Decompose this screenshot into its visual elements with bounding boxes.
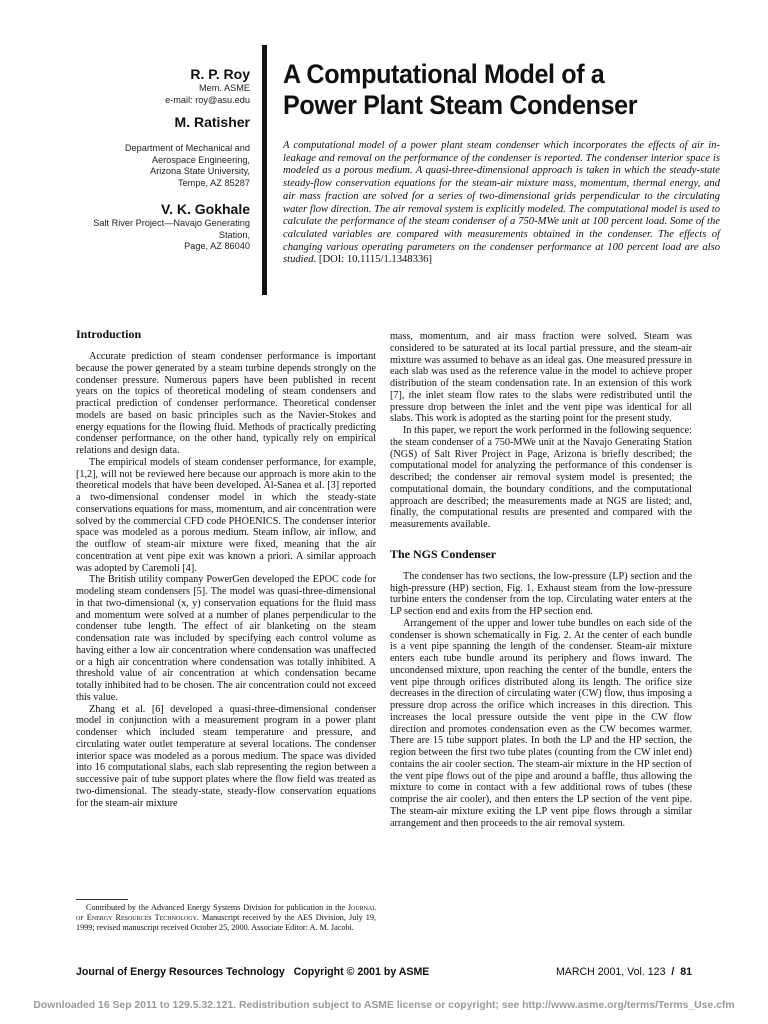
body-paragraph: Arrangement of the upper and lower tube bundles on each side of the condenser is shown schematically in Fig. 2. At the center of each bundle is a vent pipe spanning the length of the condenser. Steam-air mixture enters each tube bundle around its periphery and flows inward. The uncondensed mixture, upon reaching the center of the bundle, enters the vent pipe through orifices distributed along its length. The orifice size decreases in the direction of circulating water (CW) flow, thus imposing a pressure drop across the orifice which increases in this direction. This increases the local pressure outside the vent pipe in the CW flow direction and promotes condensation even as the CW becomes warmer. There are 15 tube support plates. In both the LP and the HP section, the region between the first two tube plates (counting from the CW inlet end) contains the air cooler section. The steam-air mixture in the HP section of the vent pipe flows out of the pipe and around a baffle, thus allowing the mixture to come in contact with a few additional rows of tubes (these comprise the air cooler), and then enters the LP section of the vent pipe. The steam-air mixture exiting the LP vent pipe flows through a similar arrangement and then proceeds to the air removal system.: [390, 617, 692, 829]
author-block: [60, 66, 250, 253]
section-heading-ngs-condenser: The NGS Condenser: [390, 546, 497, 561]
footnote-rule: [76, 899, 128, 900]
body-paragraph: The British utility company PowerGen developed the EPOC code for modeling steam condensers [5]. The model was quasi-three-dimensional in that two-dimensional (x, y) conservation equations for the fluid mass and momentum were solved at a number of planes perpendicular to the condenser tube length. The effect of air blanketing on the steam condensation rate was included by specifying each control volume as having either a low air concentration where condensation was unaffected or a high air concentration where condensation was totally inhibited. A threshold value of air concentration at which condensation became totally inhibited had to be chosen. The air concentration could not exceed this value.: [76, 574, 376, 703]
page-number: 81: [680, 966, 692, 978]
author-affiliation-line: Salt River Project—Navajo Generating Station,: [93, 218, 250, 240]
author-name: R. P. Roy: [190, 66, 250, 82]
left-column: [76, 327, 376, 809]
body-paragraph: The empirical models of steam condenser performance, for example, [1,2], will not be reviewed here because our approach is more akin to the theoretical models that have been developed. Al-Sanea et al. [3] reported a two-dimensional condenser model in which the steady-state conservations equations for mass, momentum, and air concentration were solved by the commercial CFD code PHOENICS. The condenser interior space was modeled as a porous medium. Steam inflow, air inflow, and the outflow of steam-air mixture were fixed, meaning that the air concentration at vent pipe exit was known a priori. A similar approach was adopted by Caremoli [4].: [76, 456, 376, 574]
doi[interactable]: [DOI: 10.1115/1.1348336]: [318, 254, 433, 266]
body-paragraph: mass, momentum, and air mass fraction were solved. Steam was considered to be saturated at its local partial pressure, and the steam-air mixture was assumed to behave as an ideal gas. One measured pressure in each slab was used as the reference value in the model to achieve proper distribution of the steam condensation rate. In an extension of this work [7], the inlet steam flow rates to the slabs were redistributed until the pressure drop between the inlet and the vent pipe was identical for all slabs. This work is adopted as the starting point for the present study.: [390, 331, 692, 425]
author-affiliation-line: Page, AZ 86040: [184, 241, 250, 251]
body-paragraph: In this paper, we report the work performed in the following sequence: the steam condenser of a 750-MWe unit at the Navajo Generating Station (NGS) of Salt River Project in Page, Arizona is briefly described; the computational model for analyzing the performance of this condenser is described; the condenser air removal system model is presented; the computational domain, the boundary conditions, and the computational approach are described; the measurements made at NGS are listed; and, finally, the computational results are presented and compared with the measurements available.: [390, 425, 692, 530]
author-name: V. K. Gokhale: [161, 201, 250, 217]
download-notice: Downloaded 16 Sep 2011 to 129.5.32.121. Redistribution subject to ASME license or copyright; see http://www.asme.org/terms/Terms_Use.cfm: [33, 1000, 735, 1011]
right-column: [390, 331, 692, 829]
footnote: [76, 903, 376, 932]
section-heading-introduction: Introduction: [76, 327, 142, 341]
footer-issue-page: [556, 965, 692, 979]
author-email: e-mail: roy@asu.edu: [165, 94, 250, 105]
author-affiliation-line: Aerospace Engineering,: [151, 154, 250, 165]
footer-copyright: Copyright © 2001 by ASME: [293, 966, 430, 978]
title-divider-bar: [262, 45, 267, 295]
body-paragraph: The condenser has two sections, the low-pressure (LP) section and the high-pressure (HP) section, Fig. 1. Exhaust steam from the low-pressure turbine enters the condenser from the top. Circulating water enters at the LP section end and exits from the HP section end.: [390, 570, 692, 617]
abstract-text: A computational model of a power plant steam condenser which incorporates the effects of air in-leakage and removal on the performance of the condenser is reported. The condenser interior space is modeled as a porous medium. A quasi-three-dimensional approach is taken in which the steady-state steady-flow conservation equations for the steam-air mixture mass, momentum, thermal energy, and air mass fraction are solved for a series of two-dimensional grids perpendicular to the circulating water flow direction. The air removal system is explicitly modeled. The computational model is used to calculate the performance of the steam condenser of a 750-MWe unit at 100 percent load. Some of the calculated variables are compared with measurements obtained in the condenser. The effects of changing various operating parameters on the condenser performance at 100 percent load are also studied.: [283, 140, 720, 266]
body-paragraph: Zhang et al. [6] developed a quasi-three-dimensional condenser model in conjunction with a measurement program in a power plant condenser which included steam temperature and pressure, and circulating water outlet temperature at several locations. The condenser interior space was modeled as a porous medium. The space was divided into 16 computational slabs, each slab representing the region between a successive pair of tube support plates where the flow field was treated as two-dimensional. The steady-state, steady-flow conservation equations for the steam-air mixture: [76, 703, 376, 809]
footer-issue: MARCH 2001, Vol. 123: [555, 966, 666, 978]
body-paragraph: Accurate prediction of steam condenser performance is important because the power generated by a steam turbine depends strongly on the condenser pressure. Numerous papers have been published in recent years on the topics of theoretical modeling of steam condensers and practical prediction of condenser performance. Theoretical condenser models are based on basic principles such as the Navier-Stokes and energy equations for the flowing fluid. Methods of practically predicting condenser performance, on the other hand, typically rely on empirical relations and design data.: [76, 351, 376, 456]
author-membership: Mem. ASME: [198, 83, 250, 93]
author-affiliation-line: Tempe, AZ 85287: [177, 177, 250, 188]
footnote-journal-name: Journal of Energy Resources Technology: [76, 903, 376, 922]
footnote-text: . Manuscript received by the AES Division, July 19, 1999; revised manuscript received October 25, 2000. Associate Editor: A. M. Jacobi.: [76, 912, 377, 932]
paper-title: [283, 59, 720, 121]
author-affiliation-line: Department of Mechanical and: [124, 143, 250, 153]
abstract: [283, 140, 720, 267]
author-name: M. Ratisher: [174, 114, 250, 130]
footer-separator: /: [671, 966, 675, 978]
footnote-text: Contributed by the Advanced Energy Systems Division for publication in the: [86, 903, 348, 912]
title-line: A Computational Model of a: [283, 59, 605, 89]
footer-journal-copyright: [76, 965, 429, 979]
footer-journal-name: Journal of Energy Resources Technology: [76, 966, 285, 978]
author-affiliation-line: Arizona State University,: [150, 166, 250, 176]
title-line: Power Plant Steam Condenser: [283, 90, 638, 120]
page-footer: [76, 965, 692, 979]
